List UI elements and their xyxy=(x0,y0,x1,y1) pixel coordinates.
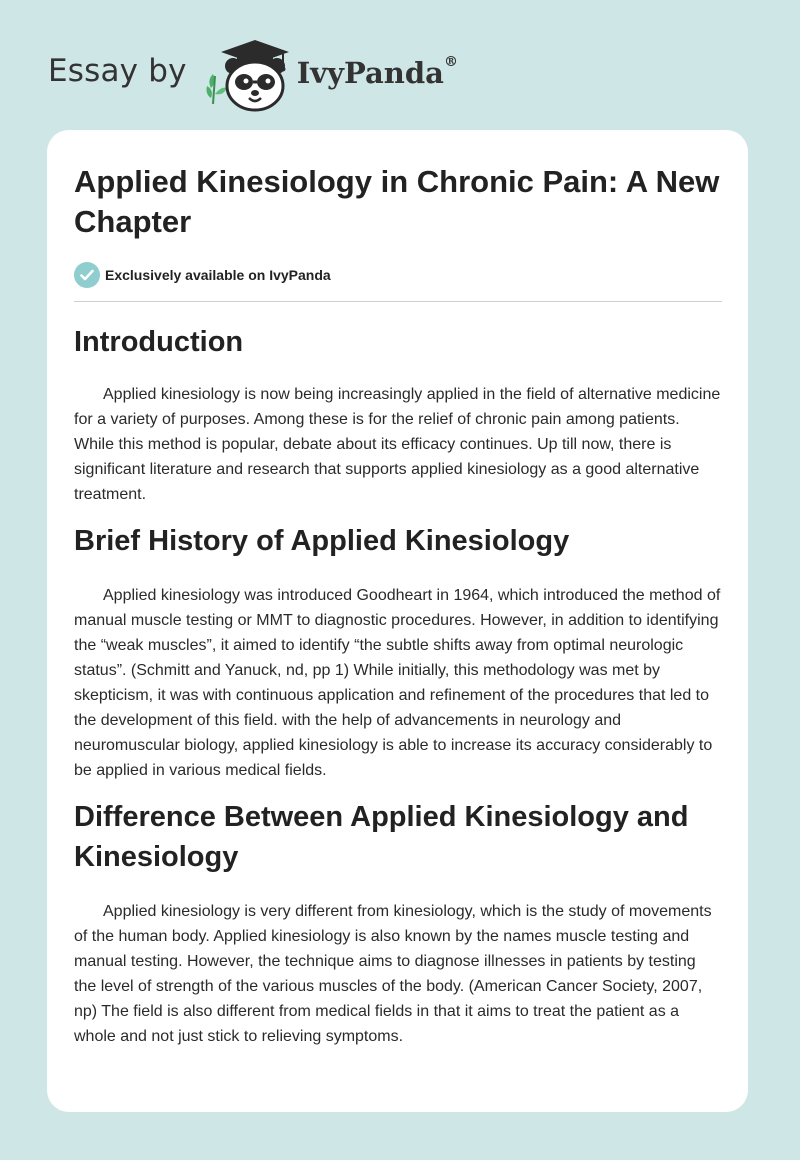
check-icon xyxy=(74,262,100,288)
essay-card xyxy=(47,130,748,1112)
exclusive-label: Exclusively available on IvyPanda xyxy=(105,267,331,283)
section-heading-difference: Difference Between Applied Kinesiology and Kinesiology xyxy=(74,801,689,873)
section-body-history: Applied kinesiology was introduced Goodheart in 1964, which introduced the method of manual muscle testing or MMT to diagnostic procedures. However, in addition to identifying the “weak muscles”, it aimed to identify “the subtle shifts away from optimal neurologic status”. (Schmitt and Yanuck, nd, pp 1) While initially, this methodology was met by skepticism, it was with continuous application and refinement of the procedures that led to the development of this field. with the help of advancements in neurology and neuromuscular biology, applied kinesiology is able to increase its accuracy considerably to be applied in various medical fields. xyxy=(74,587,721,779)
essay-by-label: Essay by xyxy=(48,53,187,89)
section-body-introduction: Applied kinesiology is now being increasingly applied in the field of alternative medicine for a variety of purposes. Among these is for the relief of chronic pain among patients. While this method is popular, debate about its efficacy continues. Up till now, there is significant literature and research that supports applied kinesiology as a good alternative treatment. xyxy=(74,386,721,503)
section-heading-introduction: Introduction xyxy=(74,326,244,358)
section-body-difference: Applied kinesiology is very different from kinesiology, which is the study of movements of the human body. Applied kinesiology is also known by the names muscle testing and manual testing. However, the technique aims to diagnose illnesses in patients by testing the level of strength of the various muscles of the body. (American Cancer Society, 2007, np) The field is also different from medical fields in that it aims to treat the patient as a whole and not just stick to relieving symptoms. xyxy=(74,903,712,1045)
brand-name[interactable] xyxy=(297,56,458,90)
registered-mark: ® xyxy=(443,54,458,70)
site-header xyxy=(48,36,458,112)
divider xyxy=(74,301,722,302)
page-title: Applied Kinesiology in Chronic Pain: A New Chapter xyxy=(74,164,720,239)
leaf-icon xyxy=(206,74,227,104)
exclusive-badge xyxy=(74,261,722,289)
brand-text: IvyPanda xyxy=(296,56,444,90)
panda-logo-icon[interactable] xyxy=(203,36,295,112)
section-heading-history: Brief History of Applied Kinesiology xyxy=(74,525,570,557)
